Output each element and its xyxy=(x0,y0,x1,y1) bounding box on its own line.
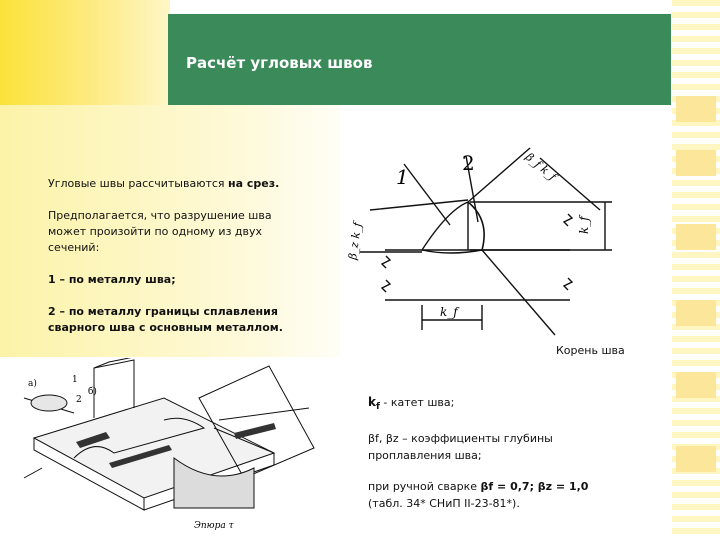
section-label-2: 2 xyxy=(462,151,475,175)
legend-beta: βf, βz – коэффициенты глубины проплавления шва; xyxy=(368,432,553,462)
right-stripes-decoration xyxy=(672,0,720,540)
label-1: 1 xyxy=(72,375,78,385)
zone-label: Эпюра τ xyxy=(194,521,234,531)
text-assumption: Предполагается, что разрушение шва может произойти по одному из двух сечений: xyxy=(48,209,272,254)
label-2: 2 xyxy=(76,395,82,405)
legend-kf: $k_f$ - катет шва; xyxy=(368,395,455,413)
text-shear: Угловые швы рассчитываются на срез. xyxy=(48,177,280,190)
top-left-decoration xyxy=(0,0,170,105)
label-a: а) xyxy=(28,379,37,389)
text-item-2: 2 – по металлу границы сплавления сварного шва с основным металлом. xyxy=(48,305,283,334)
section-label-1: 1 xyxy=(396,165,409,189)
text-item-1: 1 – по металлу шва; xyxy=(48,273,176,286)
kf-bottom-label: k_f xyxy=(440,305,458,319)
label-b: б) xyxy=(88,387,97,397)
fillet-weld-3d-figure xyxy=(14,358,334,536)
kf-right-label: k_f xyxy=(577,216,591,234)
legend-manual: при ручной сварке βf = 0,7; βz = 1,0 (табл. 34* СНиП II-23-81*). xyxy=(368,480,589,510)
beta-z-label: β_z k_f xyxy=(346,221,365,261)
root-label: Корень шва xyxy=(556,344,625,357)
weld-section-diagram xyxy=(340,140,640,340)
page-title: Расчёт угловых швов xyxy=(186,54,373,72)
beta-f-label: β_f k_f xyxy=(523,150,559,184)
